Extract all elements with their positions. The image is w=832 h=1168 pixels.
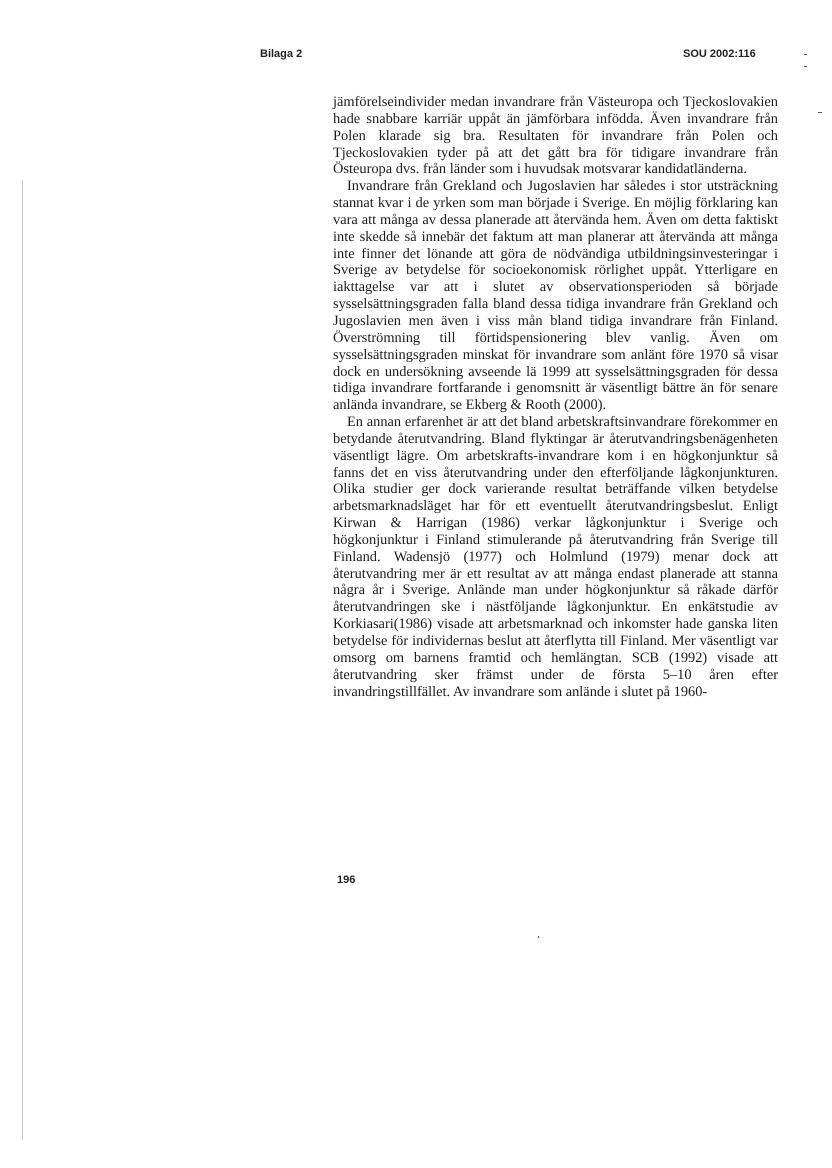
scan-speck	[804, 54, 807, 55]
paragraph-3: En annan erfarenhet är att det bland arbetskraftsinvandrare förekommer en betydande återutvandring. Bland flyktingar är återutvandringsbenägenheten väsentligt lägre. Om arbetskrafts-invandrare kom i en högkonjunktur så fanns det en viss återutvandring under den efterföljande lågkonjunkturen. Olika studier ger dock varierande resultat beträffande vilken betydelse arbetsmarknadsläget har för ett eventuellt återutvandringsbeslut. Enligt Kirwan & Harrigan (1986) verkar lågkonjunktur i Sverige och högkonjunktur i Finland stimulerande på återutvandring från Sverige till Finland. Wadensjö (1977) och Holmlund (1979) menar dock att återutvandring mer är ett resultat av att många endast planerade att stanna några år i Sverige. Anlände man under högkonjunktur så råkade därför återutvandringen ske i nästföljande lågkonjunktur. En enkätstudie av Korkiasari(1986) visade att arbetsmarknad och inkomster hade ganska liten betydelse för individernas beslut att återflytta till Finland. Mer väsentligt var omsorg om barnens framtid och hemlängtan. SCB (1992) visade att återutvandring sker främst under de första 5–10 åren efter invandringstillfället. Av invandrare som anlände i slutet på 1960-	[333, 414, 778, 700]
scan-speck	[804, 66, 807, 67]
running-header-right: SOU 2002:116	[683, 48, 756, 60]
paragraph-2: Invandrare från Grekland och Jugoslavien har således i stor utsträckning stannat kvar i de yrken som man började i Sverige. En möjlig förklaring kan vara att många av dessa planerade att återvända hem. Även om detta faktiskt inte skedde så innebär det faktum att man planerar att återvända att många inte finner det lönande att göra de nödvändiga utbildningsinvesteringar i Sverige av betydelse för socioekonomisk rörlighet uppåt. Ytterligare en iakttagelse var att i slutet av observationsperioden så började sysselsättningsgraden falla bland dessa tidiga invandrare från Grekland och Jugoslavien men även i viss mån bland tidiga invandrare från Finland. Överströmning till förtidspensionering blev vanlig. Även om sysselsättningsgraden minskat för invandrare som anlänt före 1970 så visar dock en undersökning avseende lä 1999 att sysselsättningsgraden för dessa tidiga invandrare fortfarande i genomsnitt är väsentligt bättre än för senare anlända invandrare, se Ekberg & Rooth (2000).	[333, 178, 778, 414]
body-text	[333, 94, 778, 700]
scan-edge-line	[22, 180, 23, 1140]
scan-speck	[818, 112, 822, 113]
paragraph-1: jämförelseindivider medan invandrare från Västeuropa och Tjeckoslovakien hade snabbare karriär uppåt än jämförbara infödda. Även invandrare från Polen klarade sig bra. Resultaten för invandrare från Polen och Tjeckoslovakien tyder på att det gått bra för tidigare invandrare från Östeuropa dvs. från länder som i huvudsak motsvarar kandidatländerna.	[333, 94, 778, 178]
running-header-left: Bilaga 2	[260, 48, 303, 60]
scan-speck	[538, 936, 539, 938]
page-number: 196	[337, 874, 356, 886]
